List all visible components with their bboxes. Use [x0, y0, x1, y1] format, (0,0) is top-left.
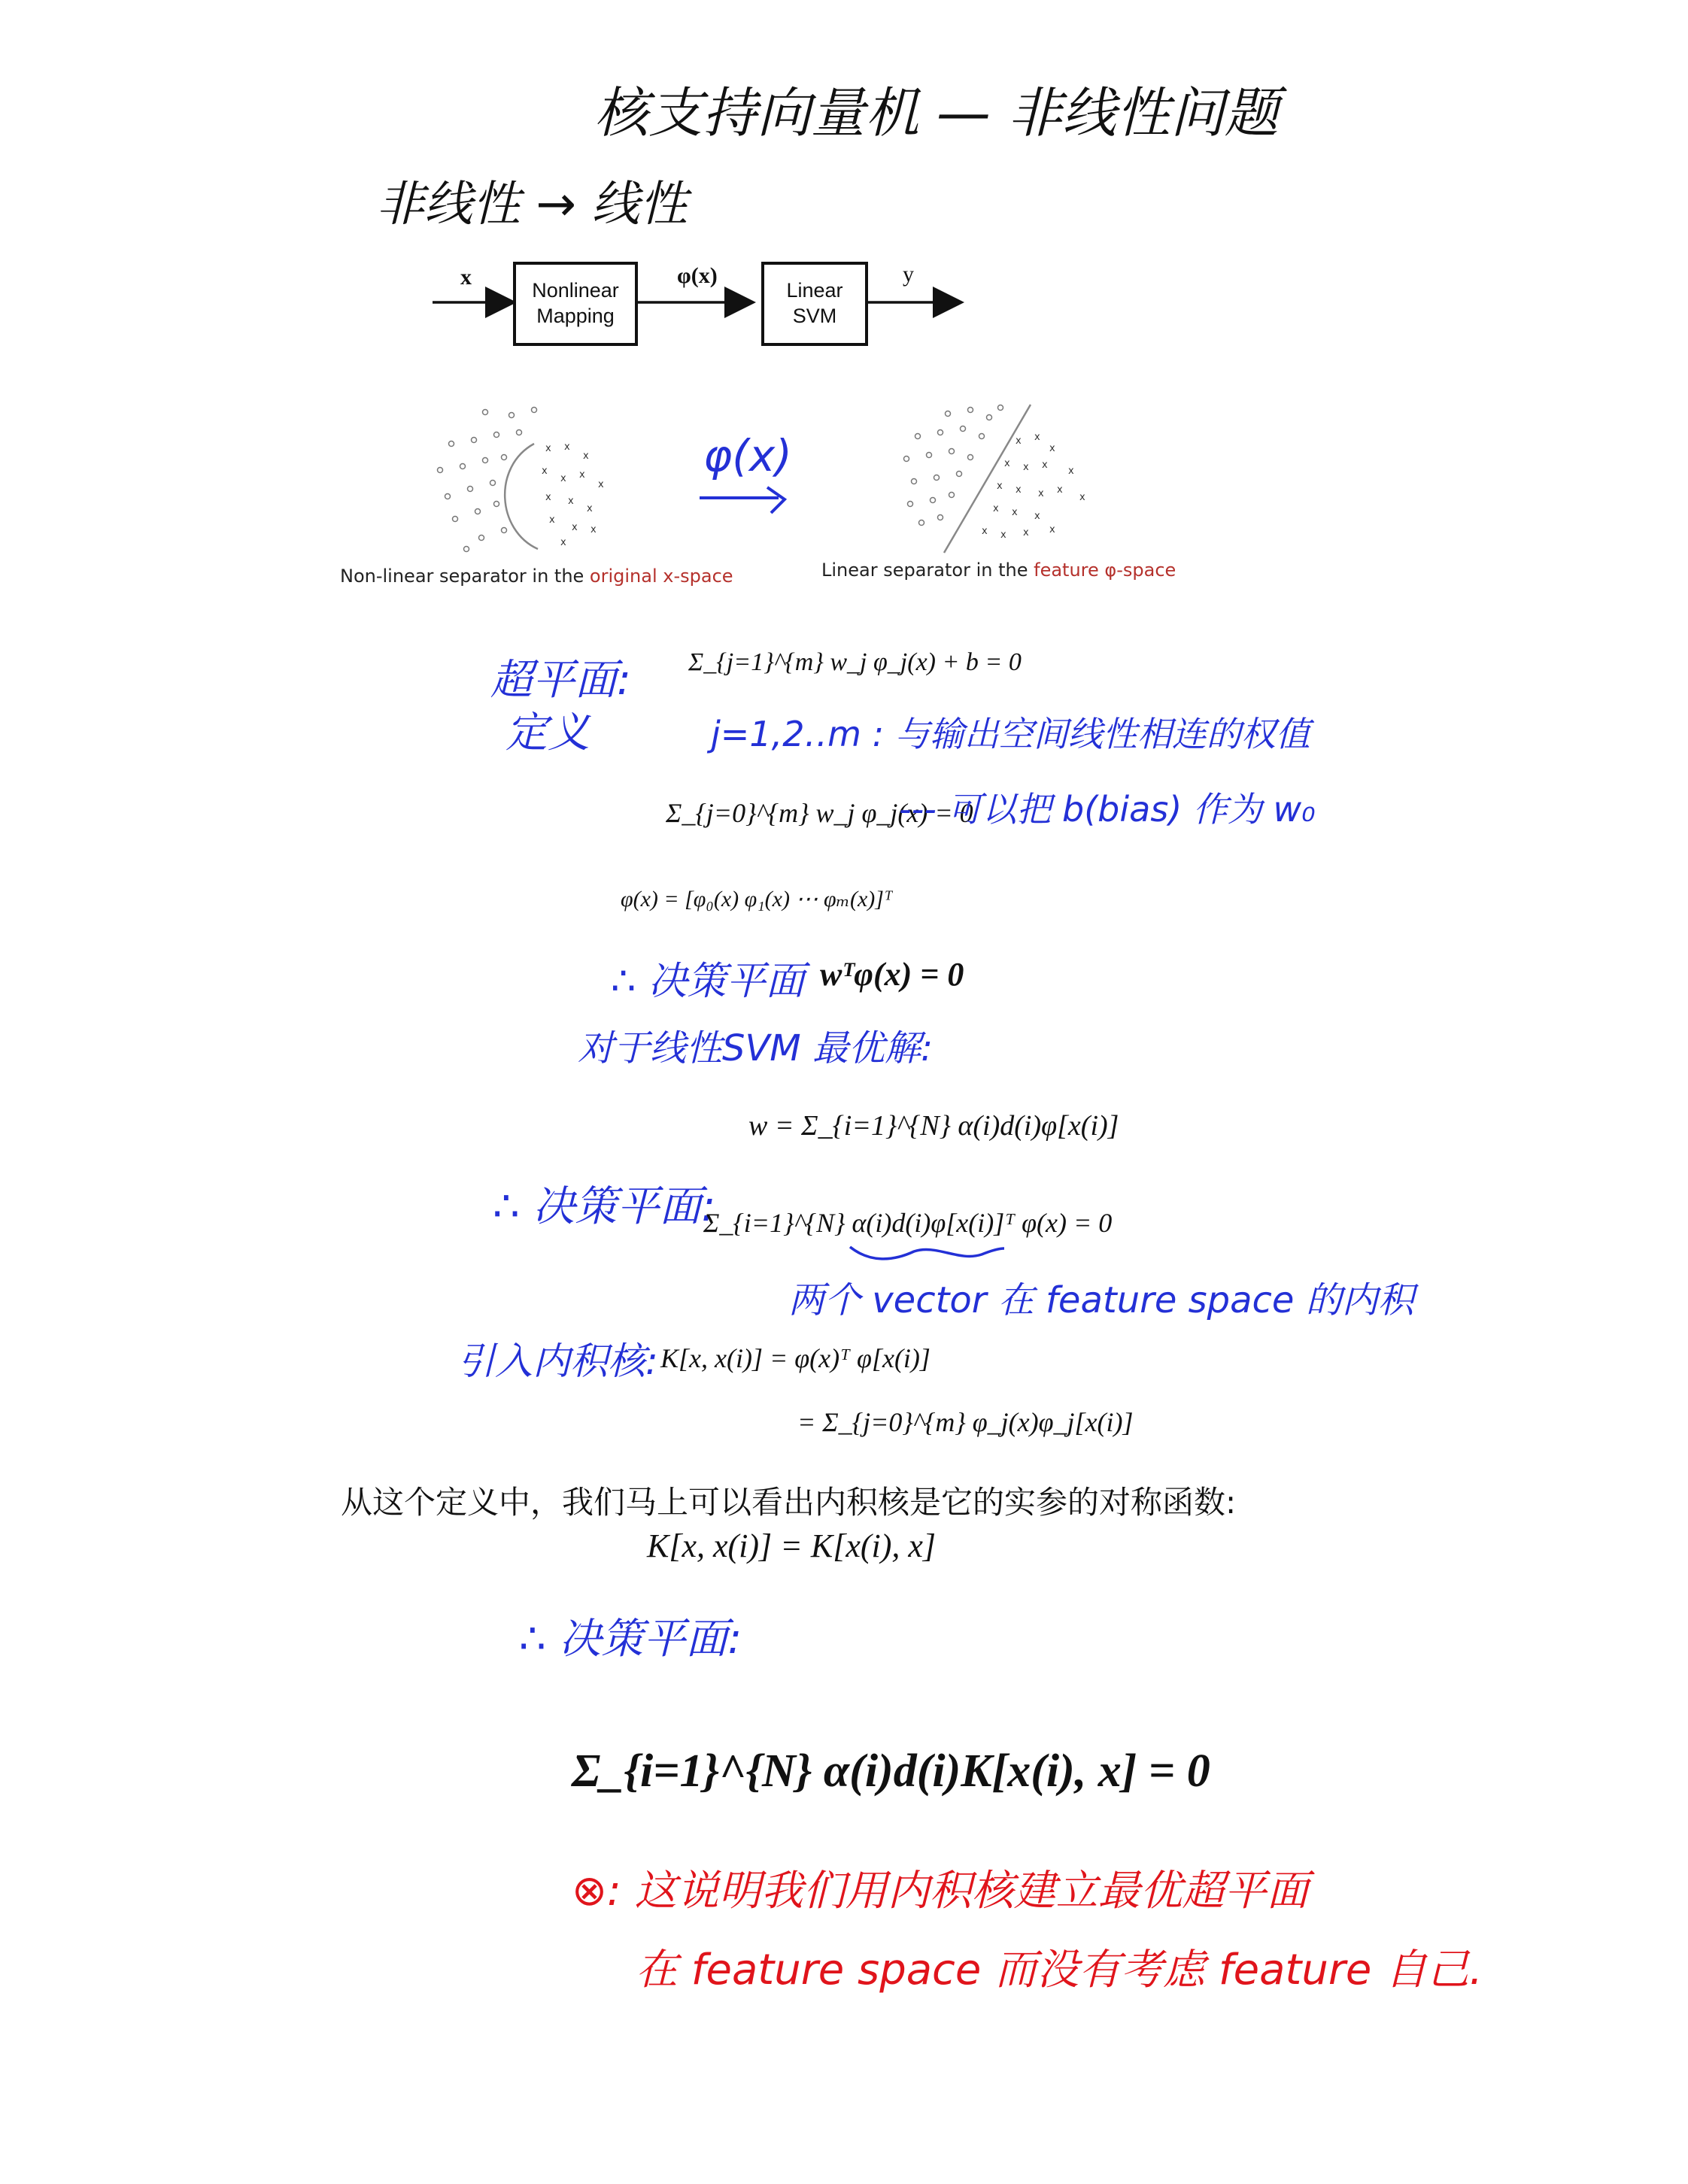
caption-right-highlight: feature φ-space	[1034, 560, 1176, 581]
phi-arrow	[696, 481, 801, 519]
svg-text:x: x	[1038, 488, 1044, 499]
linear-svm-box	[761, 262, 868, 346]
optimal-solution-label: 对于线性SVM 最优解:	[578, 1027, 934, 1069]
note-j-range: j=1,2‥m : 与输出空间线性相连的权值	[711, 714, 1310, 754]
svg-text:x: x	[1016, 484, 1022, 496]
equation-hyperplane-with-bias: Σ_{j=1}^{m} w_j φ_j(x) + b = 0	[688, 648, 1022, 676]
caption-left-highlight: original x-space	[589, 566, 733, 587]
equation-decision-plane-w: wᵀφ(x) = 0	[820, 956, 964, 993]
equation-hyperplane-no-bias: Σ_{j=0}^{m} w_j φ_j(x) = 0	[666, 798, 973, 828]
hyperplane-label-definition: 定义	[505, 708, 590, 757]
pipeline-output: y	[903, 262, 914, 287]
hyperplane-label: 超平面:	[490, 656, 631, 705]
caption-left-prefix: Non-linear separator in the	[340, 566, 590, 587]
scatter-feature-space	[888, 399, 1106, 564]
red-remark-line1: ⊗: 这说明我们用内积核建立最优超平面	[572, 1867, 1309, 1916]
decision-plane-label-1: ∴ 决策平面	[611, 959, 805, 1004]
svg-text:x: x	[1068, 466, 1074, 477]
svg-text:x: x	[545, 443, 551, 454]
svg-text:x: x	[568, 496, 574, 507]
svg-text:x: x	[579, 469, 585, 481]
svg-text:x: x	[590, 524, 597, 535]
symmetric-statement: 从这个定义中，我们马上可以看出内积核是它的实参的对称函数:	[341, 1484, 1237, 1521]
decision-plane-label-3: ∴ 决策平面:	[519, 1615, 742, 1664]
svg-text:x: x	[1079, 492, 1085, 503]
svg-text:x: x	[1042, 460, 1048, 471]
inner-product-note: 两个 vector 在 feature space 的内积	[788, 1279, 1414, 1321]
svg-text:x: x	[1016, 435, 1022, 447]
svg-text:x: x	[1049, 524, 1055, 535]
equation-decision-plane-kernel: Σ_{i=1}^{N} α(i)d(i)K[x(i), x] = 0	[572, 1746, 1210, 1797]
box2-line2: SVM	[792, 305, 837, 327]
svg-text:x: x	[572, 522, 578, 533]
svg-text:x: x	[542, 466, 548, 477]
svg-text:x: x	[1057, 484, 1063, 496]
kernel-label: 引入内积核:	[457, 1339, 658, 1383]
svg-text:x: x	[997, 481, 1003, 492]
scatter-original-space	[421, 399, 617, 564]
box1-line2: Mapping	[536, 305, 615, 327]
equation-decision-plane-phi: Σ_{i=1}^{N} α(i)d(i)φ[x(i)]ᵀ φ(x) = 0	[703, 1208, 1113, 1238]
svg-text:x: x	[1034, 511, 1040, 522]
equation-kernel-def: K[x, x(i)] = φ(x)ᵀ φ[x(i)]	[660, 1343, 931, 1373]
caption-feature-space	[821, 560, 1176, 581]
svg-text:x: x	[1023, 527, 1029, 538]
curved-separator	[505, 444, 538, 549]
equation-optimal-w: w = Σ_{i=1}^{N} α(i)d(i)φ[x(i)]	[748, 1110, 1119, 1142]
page-title: 核支持向量机 — 非线性问题	[594, 81, 1279, 144]
box1-line1: Nonlinear	[532, 279, 619, 302]
box2-line1: Linear	[786, 279, 843, 302]
svg-text:x: x	[583, 450, 589, 462]
pipeline-input: x	[460, 265, 472, 290]
red-remark-line2: 在 feature space 而没有考虑 feature 自己.	[636, 1946, 1483, 1994]
svg-text:x: x	[545, 492, 551, 503]
equation-kernel-sum: = Σ_{j=0}^{m} φ_j(x)φ_j[x(i)]	[797, 1407, 1134, 1437]
subtitle: 非线性 → 线性	[376, 177, 688, 232]
decision-plane-label-2: ∴ 决策平面:	[493, 1182, 716, 1231]
svg-text:x: x	[1000, 529, 1006, 541]
svg-text:x: x	[560, 473, 566, 484]
note-bias-as-w0: --- 可以把 b(bias) 作为 w₀	[899, 789, 1316, 830]
svg-text:x: x	[549, 514, 555, 526]
svg-text:x: x	[1049, 443, 1055, 454]
inner-product-underline	[846, 1241, 1008, 1263]
svg-text:x: x	[982, 526, 988, 537]
pipeline-mid: φ(x)	[677, 263, 718, 288]
svg-text:x: x	[1004, 458, 1010, 469]
nonlinear-mapping-box	[513, 262, 638, 346]
caption-right-prefix: Linear separator in the	[821, 560, 1034, 581]
svg-text:x: x	[1023, 462, 1029, 473]
phi-mapping-note: φ(x)	[703, 430, 792, 481]
svg-text:x: x	[560, 537, 566, 548]
equation-kernel-symmetric: K[x, x(i)] = K[x(i), x]	[647, 1527, 937, 1564]
svg-text:x: x	[564, 441, 570, 453]
equation-phi-vector: φ(x) = [φ₀(x) φ₁(x) ⋯ φₘ(x)]ᵀ	[621, 887, 893, 912]
caption-original-space	[340, 566, 733, 587]
svg-text:x: x	[993, 503, 999, 514]
svg-text:x: x	[1012, 507, 1018, 518]
svg-text:x: x	[1034, 432, 1040, 443]
svg-text:x: x	[587, 503, 593, 514]
svg-text:x: x	[598, 479, 604, 490]
